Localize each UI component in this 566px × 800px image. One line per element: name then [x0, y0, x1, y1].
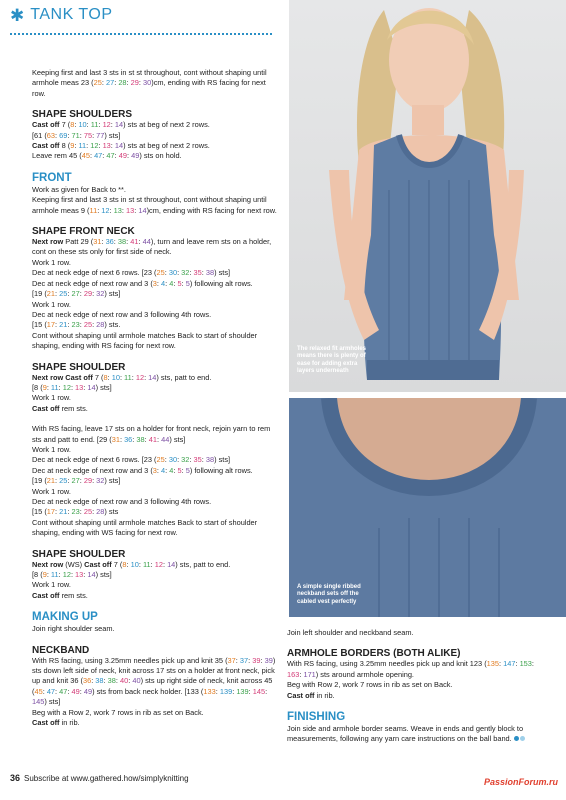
header-divider — [10, 33, 272, 35]
instruction-line: Beg with a Row 2, work 7 rows in rib as set on Back. — [32, 707, 204, 717]
instruction-line: [19 (21: 25: 27: 29: 32) sts] — [32, 289, 121, 299]
instruction-line: Cont without shaping until armhole matches Back to start of shoulder shaping, ending with RS facing for next row. — [32, 330, 258, 351]
heading-making-up: MAKING UP — [32, 611, 98, 624]
instruction-line: [8 (9: 11: 12: 13: 14) sts] — [32, 570, 112, 580]
instruction-line: Dec at neck edge of next row and 3 following 4th rows. — [32, 309, 212, 319]
instruction-line: [15 (17: 21: 23: 25: 28) sts. — [32, 320, 121, 330]
instruction-line: Cast off rem sts. — [32, 403, 88, 413]
heading-shape-front-neck: SHAPE FRONT NECK — [32, 226, 135, 238]
heading-finishing: FINISHING — [287, 711, 346, 724]
instruction-line: Dec at neck edge of next 6 rows. [23 (25: 30: 32: 35: 38) sts] — [32, 268, 231, 278]
page-footer — [10, 773, 189, 783]
heading-shape-shoulders: SHAPE SHOULDERS — [32, 109, 133, 121]
instruction-line: Dec at neck edge of next row and 3 (3: 4: 4: 5: 5) following alt rows. — [32, 278, 253, 288]
neckband-paragraph: With RS facing, using 3.25mm needles pick up and knit 35 (37: 37: 39: 39) sts down left side of neck, knit across 17 sts on a holder at front neck, pick up and knit 36 (36: 38: 38: 40: 40) sts up right side of neck, knit across 45 (45: 47: 47: 49: 49) sts from back neck holder. [133 (133: 139: 139: 145: 145) sts] — [32, 655, 276, 707]
heading-neckband: NECKBAND — [32, 644, 90, 656]
instruction-line: Work 1 row. — [32, 257, 71, 267]
instruction-line: Dec at neck edge of next row and 3 (3: 4: 4: 5: 5) following alt rows. — [32, 465, 253, 475]
instruction-line: Work 1 row. — [32, 393, 71, 403]
instruction-line: Join side and armhole border seams. Weave in ends and gently block to measurements, following any yarn care instructions on the ball band. — [287, 724, 539, 745]
instruction-line: Keeping first and last 3 sts in st st throughout, cont without shaping until armhole meas 9 (11: 12: 13: 13: 14)cm, ending with RS facing for next row. — [32, 195, 277, 215]
instruction-line: Leave rem 45 (45: 47: 47: 49: 49) sts on hold. — [32, 151, 182, 161]
heading-front: FRONT — [32, 171, 72, 184]
instruction-line: With RS facing, leave 17 sts on a holder for front neck, rejoin yarn to rem sts and patt to end. [29 (31: 36: 38: 41: 44) sts] — [32, 424, 271, 444]
instruction-line: Dec at neck edge of next 6 rows. [23 (25: 30: 32: 35: 38) sts] — [32, 455, 231, 465]
right-column — [287, 628, 539, 745]
instruction-line: Cast off in rib. — [287, 690, 335, 700]
instruction-line: Join right shoulder seam. — [32, 624, 115, 634]
page-number: 36 — [10, 773, 21, 783]
section-header — [10, 6, 113, 24]
instruction-line: Work 1 row. — [32, 299, 71, 309]
instruction-line: Join left shoulder and neckband seam. — [287, 628, 414, 637]
instruction-line: [8 (9: 11: 12: 13: 14) sts] — [32, 382, 112, 392]
instruction-line: Next row Patt 29 (31: 36: 38: 41: 44), turn and leave rem sts on a holder, cont on these sts only for first side of neck. — [32, 237, 272, 257]
instruction-line: Next row (WS) Cast off 7 (8: 10: 11: 12: 14) sts, patt to end. — [32, 559, 231, 569]
instruction-line: Work as given for Back to **. — [32, 184, 126, 194]
heading-shape-shoulder: SHAPE SHOULDER — [32, 361, 126, 373]
instruction-line: Work 1 row. — [32, 580, 71, 590]
photo-caption: A simple single ribbed neckband sets off the cabled vest perfectly — [297, 584, 361, 605]
left-column — [32, 68, 278, 729]
instruction-line: Cast off 8 (9: 11: 12: 13: 14) sts at beg of next 2 rows. — [32, 141, 210, 151]
page-title: TANK TOP — [30, 6, 113, 23]
intro-paragraph: Keeping first and last 3 sts in st st throughout, cont without shaping until armhole meas 23 (25: 27: 28: 29: 30)cm, ending with RS facing for next row. — [32, 68, 267, 98]
heading-shape-shoulder: SHAPE SHOULDER — [32, 548, 126, 560]
instruction-line: Work 1 row. — [32, 486, 71, 496]
asterisk-icon: ✱ — [10, 5, 25, 25]
instruction-line: With RS facing, using 3.25mm needles pick up and knit 123 (135: 147: 153: 163: 171) sts around armhole opening. — [287, 659, 534, 679]
instruction-line: Cast off in rib. — [32, 718, 80, 728]
watermark: PassionForum.ru — [483, 777, 558, 787]
model-illustration — [289, 0, 566, 392]
heading-armhole-borders: ARMHOLE BORDERS (BOTH ALIKE) — [287, 648, 461, 660]
instruction-line: Next row Cast off 7 (8: 10: 11: 12: 14) sts, patt to end. — [32, 372, 212, 382]
photo-caption: The relaxed fit armholes means there is plenty of ease for adding extra layers underneath — [297, 346, 367, 375]
neckband-photo — [289, 398, 566, 617]
instruction-line: Cast off rem sts. — [32, 590, 88, 600]
instruction-line: [61 (63: 69: 71: 75: 77) sts] — [32, 130, 121, 140]
instruction-line: [19 (21: 25: 27: 29: 32) sts] — [32, 476, 121, 486]
instruction-line: [15 (17: 21: 23: 25: 28) sts — [32, 507, 119, 517]
instruction-line: Beg with Row 2, work 7 rows in rib as set on Back. — [287, 680, 453, 690]
subscribe-link[interactable]: Subscribe at www.gathered.how/simplyknitting — [24, 774, 189, 783]
instruction-line: Work 1 row. — [32, 444, 71, 454]
instruction-line: Cont without shaping until armhole matches Back to start of shoulder shaping, ending with WS facing for next row. — [32, 517, 258, 538]
model-photo — [289, 0, 566, 392]
end-mark-icon — [514, 734, 526, 744]
instruction-line: Cast off 7 (8: 10: 11: 12: 14) sts at beg of next 2 rows. — [32, 120, 210, 130]
instruction-line: Dec at neck edge of next row and 3 following 4th rows. — [32, 497, 212, 506]
